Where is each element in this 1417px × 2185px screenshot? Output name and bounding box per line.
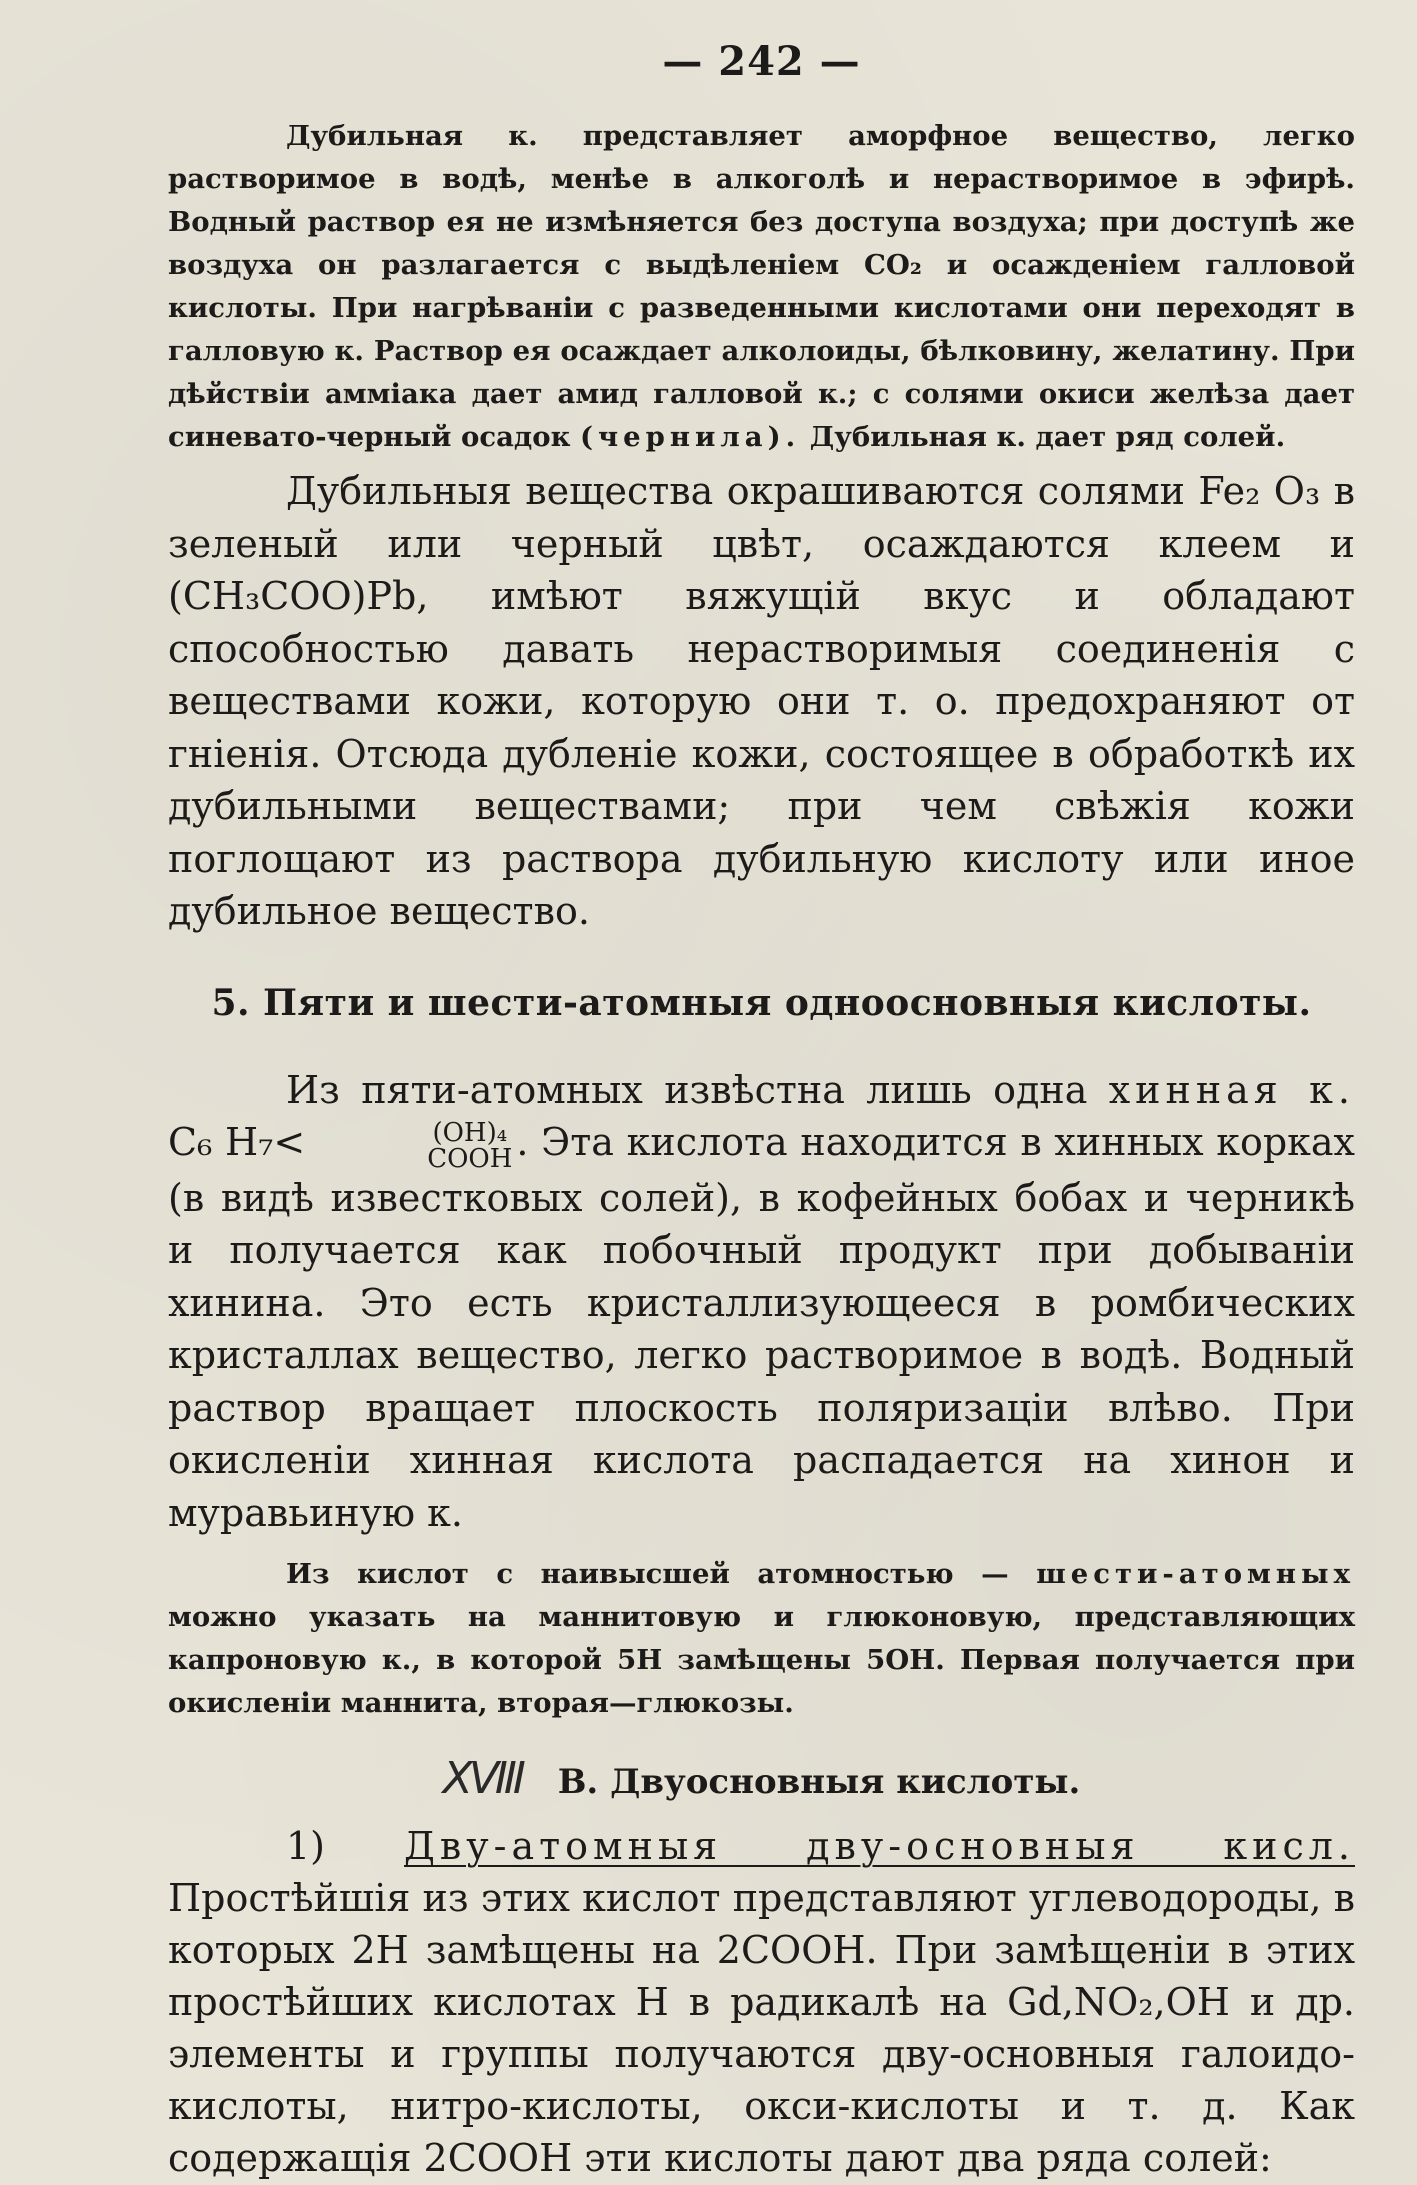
quinic-formula-base: C₆ H₇< [168,1120,306,1164]
section-b-title: B. Двуосновныя кислоты. [557,1762,1081,1802]
paragraph-tanning-substances: Дубильныя вещества окрашиваются солями Fe₂ O₃ в зеленый или черный цвѣт, осаждаются клеем и (CH₃COO)Pb, имѣют вяжущій вкус и обладают способностью давать нерастворимыя соединенія с веществами кожи, которую они т. о. предохраняют от гніенія. Отсюда дубленіе кожи, состоящее в обработкѣ их дубильными веществами; при чем свѣжія кожи поглощают из раствора дубильную кислоту или иное дубильное вещество. [168,469,1355,933]
ink-term: (чернила). [580,421,801,453]
dibasic-description: Простѣйшія из этих кислот представляют углеводороды, в которых 2H замѣщены на 2COOH. При замѣщеніи в этих простѣйших кислотах H в радикалѣ на Gd,NO₂,OH и др. элементы и группы получаются дву-основныя галоидо-кислоты, нитро-кислоты, окси-кислоты и т. д. Как содержащія 2COOH эти кислоты дают два ряда солей: [168,1876,1355,2180]
handwritten-roman-mark: XVIII [442,1753,522,1804]
item-number: 1) [286,1824,326,1868]
quinic-intro: Из пяти-атомных извѣстна лишь одна [286,1067,1088,1112]
paragraph-quinic-acid [168,1064,1355,1540]
paragraph-tannic-acid [168,115,1355,459]
quinic-formula-fraction [309,1117,513,1174]
paragraph-dibasic-acids [168,1820,1355,2184]
section-b-heading [168,1753,1355,1804]
quinic-formula-bottom: COOH [427,1143,513,1174]
paragraph-tannic-acid-end: Дубильная к. дает ряд солей. [809,421,1286,453]
hexatomic-term: шести-атомных [1036,1558,1356,1590]
hexatomic-description: можно указать на маннитовую и глюконовую, представляющих капроновую к., в которой 5H замѣщены 5OH. Первая получается при окисленіи маннита, вторая—глюкозы. [168,1601,1355,1719]
dibasic-term: Дву-атомныя дву-основныя кисл. [404,1824,1355,1868]
section-5-heading: 5. Пяти и шести-атомныя одноосновныя кислоты. [211,981,1312,1024]
paragraph-hexatomic-acids [168,1553,1355,1725]
quinic-description: . Эта кислота находится в хинных корках (в видѣ известковых солей), в кофейных бобах и черникѣ и получается как побочный продукт при добываніи хинина. Это есть кристаллизующееся в ромбических кристаллах вещество, легко растворимое в водѣ. Водный раствор вращает плоскость поляризаціи влѣво. При окисленіи хинная кислота распадается на хинон и муравьиную к. [168,1120,1355,1535]
quinic-formula-top: (OH)₄ [432,1117,508,1148]
hexatomic-intro: Из кислот с наивысшей атомностью — [286,1558,1009,1590]
page-number: — 242 — [662,38,861,85]
quinic-term: хинная к. [1108,1067,1355,1112]
paragraph-tannic-acid-text: Дубильная к. представляет аморфное вещество, легко растворимое в водѣ, менѣе в алкоголѣ и нерастворимое в эфирѣ. Водный раствор ея не измѣняется без доступа воздуха; при доступѣ же воздуха он разлагается с выдѣленіем СО₂ и осажденіем галловой кислоты. При нагрѣваніи с разведенными кислотами они переходят в галловую к. Раствор ея осаждает алколоиды, бѣлковину, желатину. При дѣйствіи амміака дает амид галловой к.; с солями окиси желѣза дает синевато-черный осадок [168,120,1355,453]
